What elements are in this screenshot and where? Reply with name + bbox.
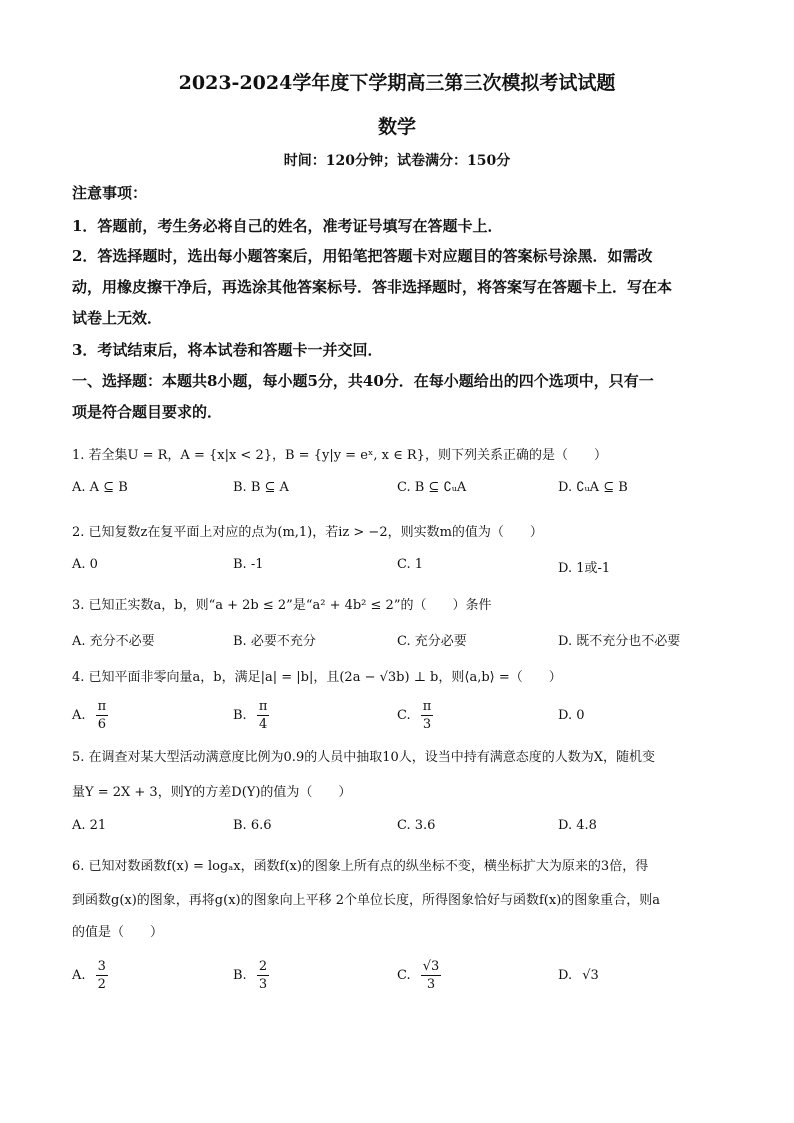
fraction-numerator: π bbox=[422, 699, 432, 714]
q5-option-c: C. 3.6 bbox=[397, 818, 436, 833]
q2-option-a: A. 0 bbox=[72, 557, 98, 572]
q3-option-c: C. 充分必要 bbox=[397, 634, 467, 649]
note-3: 3．考试结束后，将本试卷和答题卡一并交回． bbox=[72, 341, 383, 359]
q6-option-d bbox=[558, 968, 599, 983]
fraction-numerator: 2 bbox=[258, 959, 268, 974]
q4-option-a-fraction bbox=[96, 698, 109, 733]
q4-option-b-fraction bbox=[257, 698, 270, 733]
note-2-line-2: 动，用橡皮擦干净后，再选涂其他答案标号．答非选择题时，将答案写在答题卡上．写在本 bbox=[72, 278, 673, 296]
q5-option-a: A. 21 bbox=[72, 818, 107, 833]
question-6-stem-line-3: 的值是（ ） bbox=[72, 925, 164, 940]
q2-option-c: C. 1 bbox=[397, 557, 424, 572]
q6-option-c-label: C. bbox=[397, 968, 411, 983]
question-1-stem: 1. 若全集U = R，A = {x|x < 2}，B = {y|y = eˣ, x ∈ R}，则下列关系正确的是（ ） bbox=[72, 448, 607, 463]
exam-title: 2023-2024学年度下学期高三第三次模拟考试试题 bbox=[178, 72, 616, 94]
q5-option-d: D. 4.8 bbox=[558, 818, 597, 833]
q5-option-b: B. 6.6 bbox=[233, 818, 272, 833]
q1-option-b: B. B ⊆ A bbox=[233, 480, 289, 495]
q4-option-b-label: B. bbox=[233, 708, 247, 723]
fraction-numerator: π bbox=[258, 699, 268, 714]
q4-option-c-label: C. bbox=[397, 708, 411, 723]
q3-option-d: D. 既不充分也不必要 bbox=[558, 634, 681, 649]
q6-option-c bbox=[397, 958, 441, 993]
q2-option-b: B. -1 bbox=[233, 557, 264, 572]
time-info: 时间：120分钟；试卷满分：150分 bbox=[283, 153, 511, 169]
q6-option-b-fraction bbox=[257, 958, 269, 993]
subject-title: 数学 bbox=[377, 116, 416, 138]
note-2-line-3: 试卷上无效． bbox=[72, 309, 163, 327]
q4-option-b bbox=[233, 698, 269, 733]
q3-option-a: A. 充分不必要 bbox=[72, 634, 155, 649]
q6-option-b bbox=[233, 958, 269, 993]
question-3-stem: 3. 已知正实数a，b，则“a + 2b ≤ 2”是“a² + 4b² ≤ 2”的（ ）条件 bbox=[72, 598, 492, 613]
q6-option-b-label: B. bbox=[233, 968, 247, 983]
question-4-stem: 4. 已知平面非零向量a，b，满足|a| = |b|，且(2a − √3b) ⊥ b，则⟨a,b⟩ =（ ） bbox=[72, 670, 562, 685]
q4-option-c-fraction bbox=[421, 698, 434, 733]
fraction-numerator: √3 bbox=[422, 959, 440, 974]
q1-option-c: C. B ⊆ ∁ᵤA bbox=[397, 480, 467, 495]
section-heading-line-1: 一、选择题：本题共8小题，每小题5分，共40分．在每小题给出的四个选项中，只有一 bbox=[72, 372, 654, 390]
fraction-denominator: 6 bbox=[96, 715, 109, 733]
note-1: 1．答题前，考生务必将自己的姓名，准考证号填写在答题卡上． bbox=[72, 217, 503, 235]
question-5-stem-line-2: 量Y = 2X + 3，则Y的方差D(Y)的值为（ ） bbox=[72, 785, 352, 800]
fraction-denominator: 2 bbox=[97, 977, 106, 992]
fraction-denominator: 3 bbox=[421, 715, 434, 733]
question-5-stem-line-1: 5. 在调查对某大型活动满意度比例为0.9的人员中抽取10人，设当中持有满意态度的人数为X，随机变 bbox=[72, 750, 656, 765]
q3-option-b: B. 必要不充分 bbox=[233, 634, 316, 649]
fraction-denominator: 3 bbox=[258, 977, 268, 992]
note-2-line-1: 2．答选择题时，选出每小题答案后，用铅笔把答题卡对应题目的答案标号涂黑．如需改 bbox=[72, 247, 653, 265]
q1-option-a: A. A ⊆ B bbox=[72, 480, 128, 495]
q4-option-a-label: A. bbox=[72, 708, 86, 723]
q6-option-a-fraction bbox=[96, 958, 108, 993]
fraction-denominator: 4 bbox=[257, 715, 270, 733]
question-2-stem: 2. 已知复数z在复平面上对应的点为(m,1)，若iz > −2，则实数m的值为（ ） bbox=[72, 525, 543, 540]
section-heading-line-2: 项是符合题目要求的． bbox=[72, 403, 223, 421]
question-6-stem-line-1: 6. 已知对数函数f(x) = logₐx，函数f(x)的图象上所有点的纵坐标不变，横坐标扩大为原来的3倍，得 bbox=[72, 859, 649, 874]
q4-option-a bbox=[72, 698, 108, 733]
fraction-denominator: 3 bbox=[421, 975, 442, 993]
q6-option-a-label: A. bbox=[72, 968, 86, 983]
q4-option-d: D. 0 bbox=[558, 708, 585, 723]
question-6-stem-line-2: 到函数g(x)的图象，再将g(x)的图象向上平移 2个单位长度，所得图象恰好与函数f(x)的图象重合，则a bbox=[72, 893, 661, 908]
fraction-numerator: π bbox=[97, 699, 107, 714]
q4-option-c bbox=[397, 698, 433, 733]
q6-option-a bbox=[72, 958, 108, 993]
notes-heading: 注意事项： bbox=[72, 184, 148, 202]
q6-option-d-label: D. bbox=[558, 968, 573, 983]
q6-option-d-value: √3 bbox=[582, 968, 599, 983]
fraction-numerator: 3 bbox=[97, 959, 106, 974]
q2-option-d: D. 1或-1 bbox=[558, 561, 611, 576]
q6-option-c-fraction bbox=[421, 958, 442, 993]
q1-option-d: D. ∁ᵤA ⊆ B bbox=[558, 480, 628, 495]
